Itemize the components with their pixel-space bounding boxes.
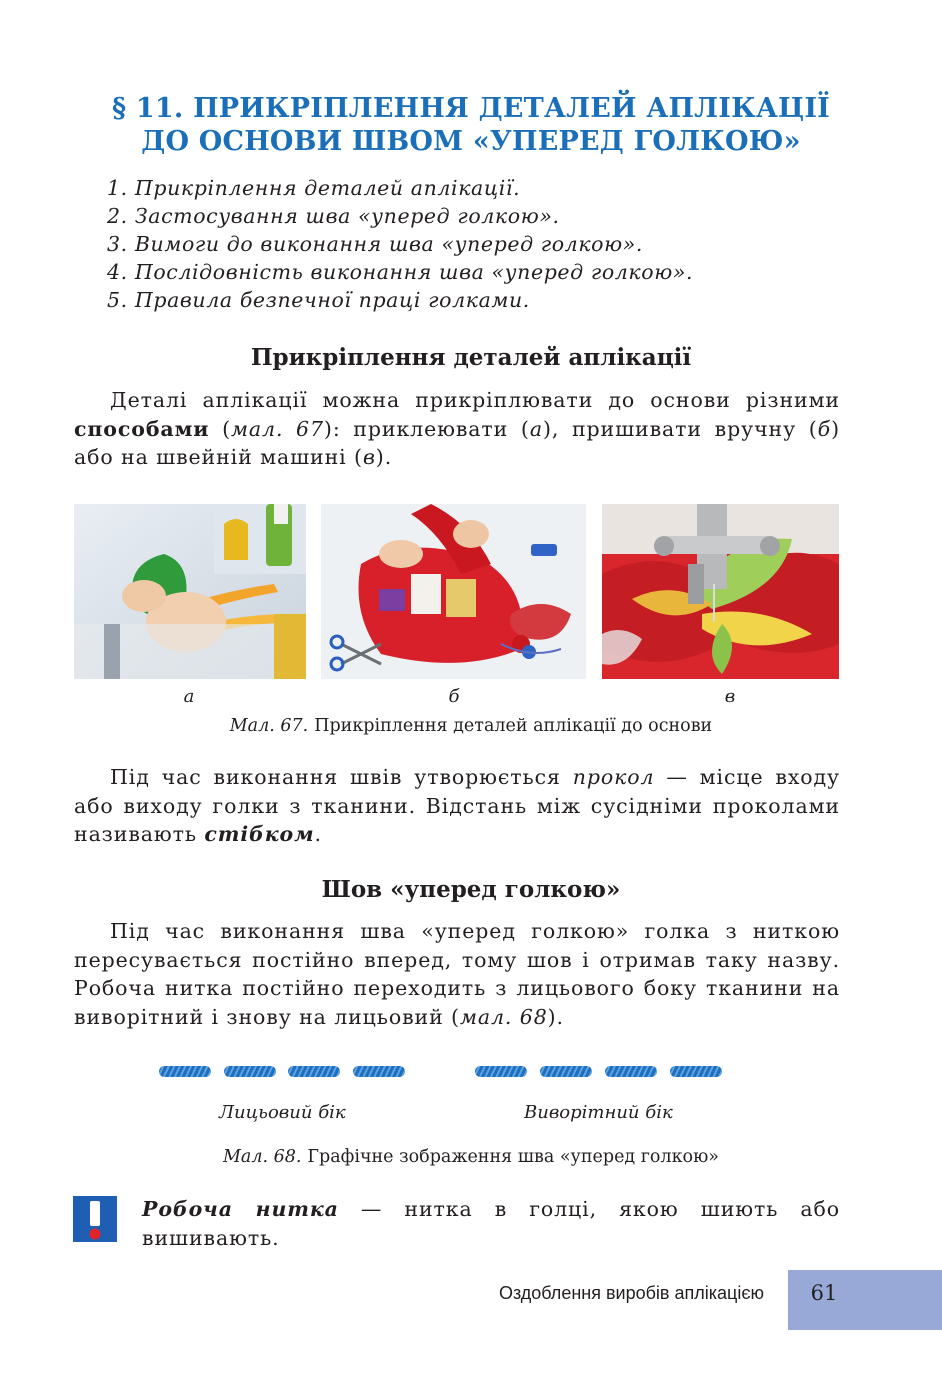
caption-label: Мал. 67.	[229, 716, 309, 736]
paragraph-running-stitch: Під час виконання шва «уперед голкою» голка з ниткою пересувається постійно вперед, тому шов і отримав таку назву. Робоча нитка постійно переходить з лицьового боку тканини на виворітний і знову на лицьовий (мал. 68).	[74, 919, 840, 1029]
chapter-footer: Оздоблення виробів аплікацією	[498, 1283, 764, 1303]
photo-hand-sewing	[321, 504, 586, 679]
figure-letter-b: б	[448, 686, 460, 707]
lesson-plan	[107, 174, 693, 314]
caption-text: Прикріплення деталей аплікації до основи	[314, 716, 713, 736]
figure-letter-a: а	[183, 686, 195, 707]
title-line-1: § 11. ПРИКРІПЛЕННЯ ДЕТАЛЕЙ АПЛІКАЦІЇ	[111, 93, 830, 124]
stitch-face	[353, 1066, 405, 1077]
exclamation-icon	[73, 1196, 117, 1242]
stitch-face	[224, 1066, 276, 1077]
plan-item: 4. Послідовність виконання шва «уперед голкою».	[107, 260, 694, 284]
title-line-2: ДО ОСНОВИ ШВОМ «УПЕРЕД ГОЛКОЮ»	[141, 126, 801, 157]
stitch-back	[475, 1066, 527, 1077]
photo-gluing	[74, 504, 306, 679]
stitch-back	[670, 1066, 722, 1077]
photo-machine-sewing	[602, 504, 839, 679]
section-title	[60, 92, 882, 158]
stitch-face	[159, 1066, 211, 1077]
face-side-label: Лицьовий бік	[219, 1102, 346, 1123]
plan-item: 3. Вимоги до виконання шва «уперед голкою».	[107, 232, 644, 256]
figure-68-caption	[0, 1147, 942, 1167]
plan-item: 1. Прикріплення деталей аплікації.	[107, 176, 521, 200]
paragraph-puncture: Під час виконання швів утворюється прокол — місце входу або виходу голки з тканини. Відстань між сусідніми проколами називають стібком.	[74, 765, 841, 847]
figure-67-caption	[0, 716, 942, 736]
page-number: 61	[810, 1281, 838, 1305]
figure-letter-v: в	[724, 686, 736, 707]
heading-running-stitch: Шов «уперед голкою»	[321, 876, 621, 903]
plan-item: 5. Правила безпечної праці голками.	[107, 288, 530, 312]
back-side-label: Виворітний бік	[524, 1102, 673, 1123]
stitch-face	[288, 1066, 340, 1077]
caption-text: Графічне зображення шва «уперед голкою»	[307, 1147, 720, 1167]
heading-attachment: Прикріплення деталей аплікації	[250, 344, 692, 371]
definition-working-thread: Робоча нитка — нитка в голці, якою шиють або вишивають.	[142, 1197, 841, 1250]
stitch-back	[540, 1066, 592, 1077]
stitch-back	[605, 1066, 657, 1077]
paragraph-attachment: Деталі аплікації можна прикріплювати до основи різними способами (мал. 67): приклеювати (а), пришивати вручну (б) або на швейній машині (в).	[74, 388, 840, 470]
plan-item: 2. Застосування шва «уперед голкою».	[107, 204, 560, 228]
caption-label: Мал. 68.	[222, 1147, 302, 1167]
